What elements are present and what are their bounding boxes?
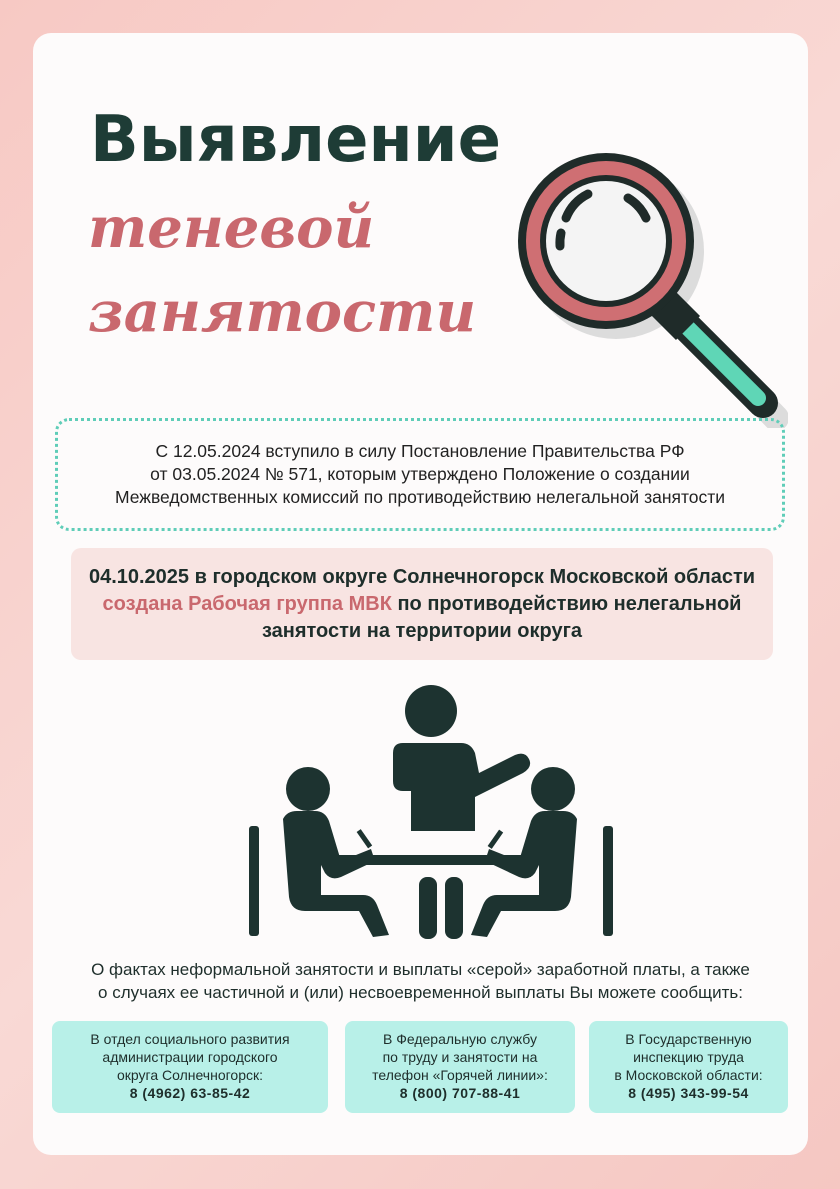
title-line-1: Выявление bbox=[90, 103, 501, 177]
contact-phone[interactable]: 8 (4962) 63-85-42 bbox=[129, 1085, 251, 1101]
contact-line: В Федеральную службу bbox=[382, 1031, 538, 1047]
contact-card-labor-inspection bbox=[589, 1021, 788, 1113]
contact-card-federal-service bbox=[345, 1021, 575, 1113]
group-text-1: 04.10.2025 в городском округе Солнечногорск Московской области bbox=[88, 565, 756, 588]
decree-line-1: С 12.05.2024 вступило в силу Постановление Правительства РФ bbox=[155, 441, 685, 461]
decree-line-2: от 03.05.2024 № 571, которым утверждено Положение о создании bbox=[150, 464, 690, 484]
contact-line: округа Солнечногорск: bbox=[116, 1067, 264, 1083]
decree-box bbox=[55, 418, 785, 531]
contact-line: инспекцию труда bbox=[633, 1049, 744, 1065]
report-text bbox=[53, 958, 788, 1004]
contact-phone[interactable]: 8 (495) 343-99-54 bbox=[628, 1085, 749, 1101]
meeting-people-icon bbox=[213, 681, 633, 941]
title-line-2: теневой bbox=[88, 195, 375, 261]
decree-line-3: Межведомственных комиссий по противодействию нелегальной занятости bbox=[114, 487, 726, 507]
title-line-3: занятости bbox=[88, 279, 477, 345]
group-text-2: по противодействию нелегальной занятости на территории округа bbox=[261, 592, 742, 642]
working-group-box bbox=[71, 548, 773, 660]
contact-phone[interactable]: 8 (800) 707-88-41 bbox=[399, 1085, 521, 1101]
contact-line: по труду и занятости на bbox=[382, 1049, 538, 1065]
report-line-1: О фактах неформальной занятости и выплаты «серой» заработной платы, а также bbox=[91, 960, 750, 979]
contact-line: В Государственную bbox=[625, 1031, 752, 1047]
group-highlight: создана Рабочая группа МВК bbox=[102, 592, 392, 615]
contact-line: администрации городского bbox=[102, 1049, 278, 1065]
report-line-2: о случаях ее частичной и (или) несвоевременной выплаты Вы можете сообщить: bbox=[98, 983, 743, 1002]
contact-card-social-dept bbox=[52, 1021, 328, 1113]
contact-line: в Московской области: bbox=[614, 1067, 763, 1083]
contact-line: телефон «Горячей линии»: bbox=[372, 1067, 548, 1083]
magnifier-icon bbox=[488, 128, 788, 428]
poster-card bbox=[33, 33, 808, 1155]
contact-line: В отдел социального развития bbox=[90, 1031, 290, 1047]
